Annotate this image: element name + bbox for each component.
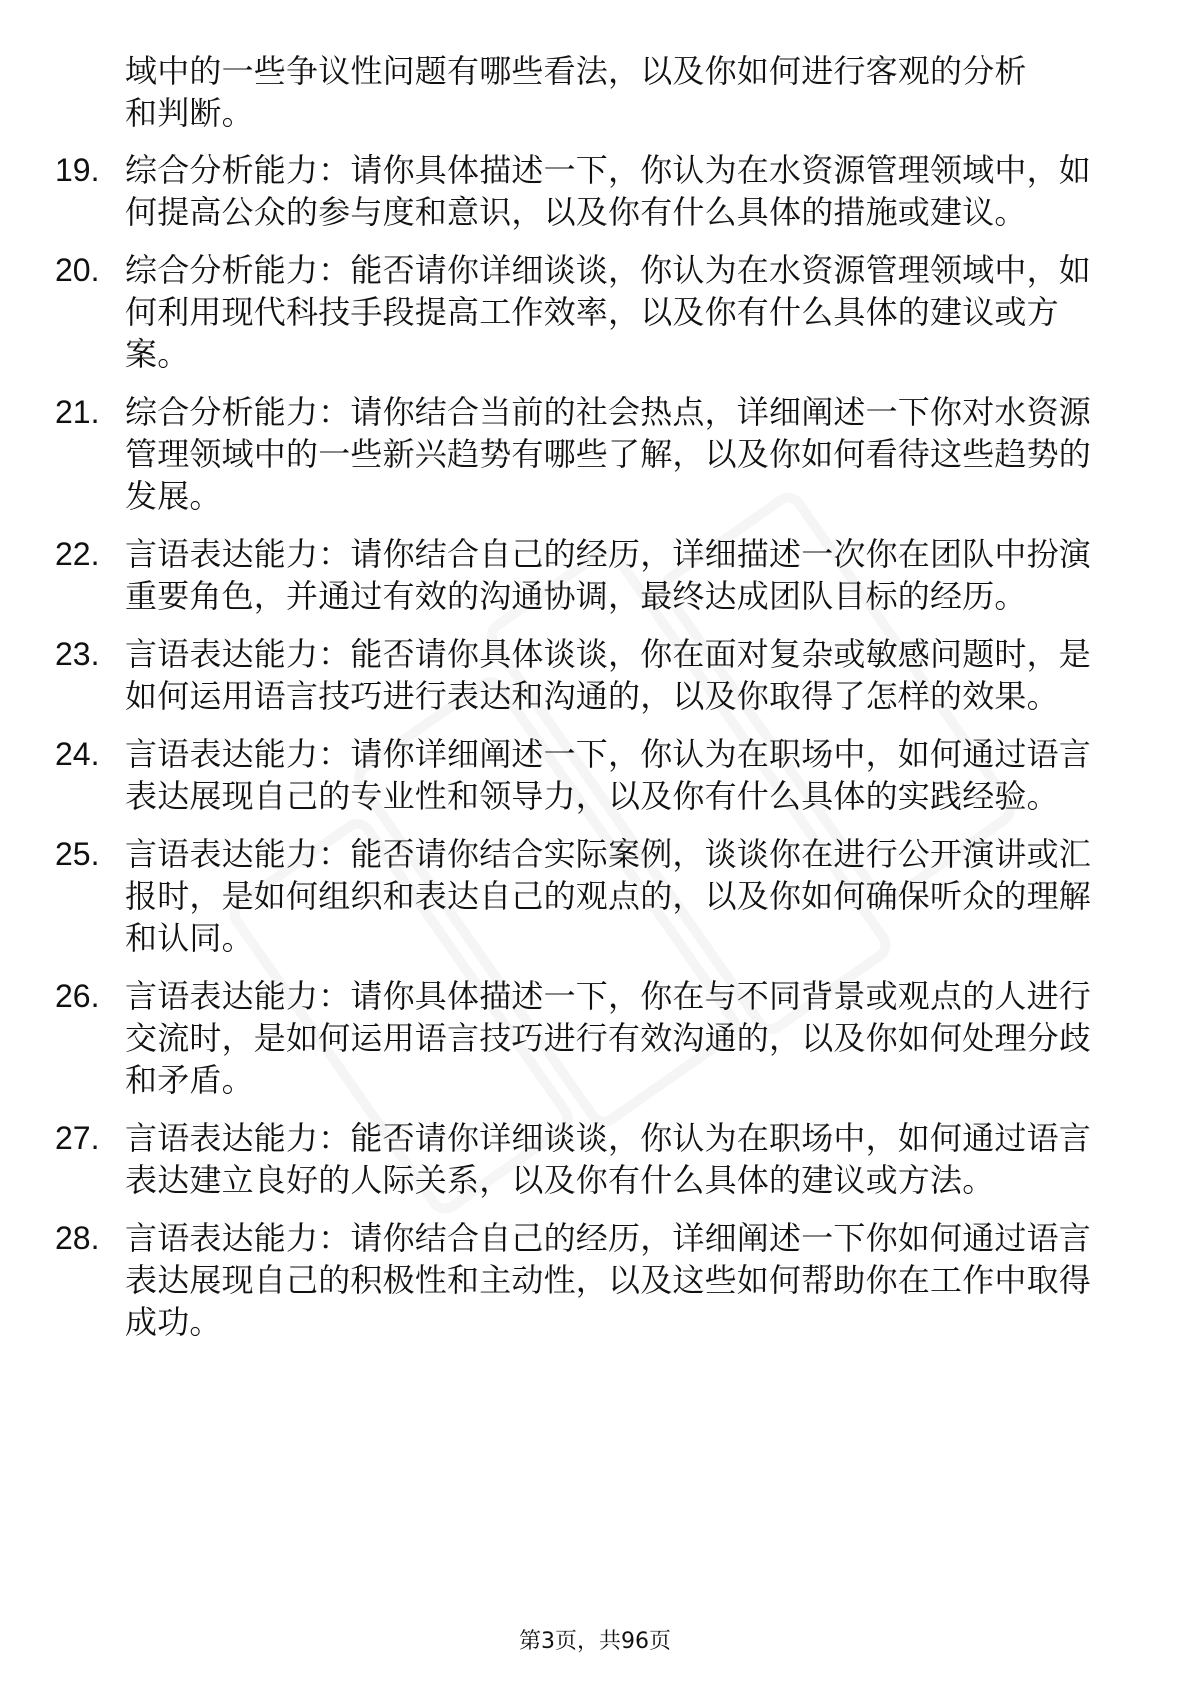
question-number: 25. <box>55 836 100 872</box>
question-number: 28. <box>55 1220 100 1256</box>
question-item <box>55 391 1105 517</box>
question-text: 言语表达能力：能否请你具体谈谈，你在面对复杂或敏感问题时，是如何运用语言技巧进行表达和沟通的，以及你取得了怎样的效果。 <box>125 635 1092 715</box>
question-number: 23. <box>55 636 100 672</box>
question-number: 27. <box>55 1120 100 1156</box>
question-item <box>55 733 1105 817</box>
question-item <box>55 249 1105 375</box>
continued-paragraph <box>55 50 1105 134</box>
question-item <box>55 833 1105 959</box>
question-number: 22. <box>55 536 100 572</box>
question-item <box>55 1217 1105 1343</box>
question-text: 言语表达能力：能否请你详细谈谈，你认为在职场中，如何通过语言表达建立良好的人际关系，以及你有什么具体的建议或方法。 <box>125 1119 1092 1199</box>
question-item <box>55 533 1105 617</box>
question-item <box>55 975 1105 1101</box>
document-body <box>55 50 1105 1359</box>
question-item <box>55 1117 1105 1201</box>
question-number: 20. <box>55 252 100 288</box>
question-number: 26. <box>55 978 100 1014</box>
question-item <box>55 149 1105 233</box>
question-text: 言语表达能力：请你详细阐述一下，你认为在职场中，如何通过语言表达展现自己的专业性和领导力，以及你有什么具体的实践经验。 <box>125 735 1092 815</box>
question-list <box>55 149 1105 1343</box>
question-text: 综合分析能力：能否请你详细谈谈，你认为在水资源管理领域中，如何利用现代科技手段提高工作效率，以及你有什么具体的建议或方案。 <box>125 251 1092 373</box>
question-text: 言语表达能力：请你结合自己的经历，详细描述一次你在团队中扮演重要角色，并通过有效的沟通协调，最终达成团队目标的经历。 <box>125 535 1092 615</box>
continued-line-1: 域中的一些争议性问题有哪些看法，以及你如何进行客观的分析 <box>125 52 1027 90</box>
question-text: 言语表达能力：请你具体描述一下，你在与不同背景或观点的人进行交流时，是如何运用语言技巧进行有效沟通的，以及你如何处理分歧和矛盾。 <box>125 977 1092 1099</box>
question-number: 19. <box>55 152 100 188</box>
question-text: 综合分析能力：请你结合当前的社会热点，详细阐述一下你对水资源管理领域中的一些新兴趋势有哪些了解，以及你如何看待这些趋势的发展。 <box>125 393 1092 515</box>
question-text: 言语表达能力：能否请你结合实际案例，谈谈你在进行公开演讲或汇报时，是如何组织和表达自己的观点的，以及你如何确保听众的理解和认同。 <box>125 835 1092 957</box>
page-number-footer: 第3页，共96页 <box>519 1629 671 1654</box>
question-text: 综合分析能力：请你具体描述一下，你认为在水资源管理领域中，如何提高公众的参与度和意识，以及你有什么具体的措施或建议。 <box>125 151 1092 231</box>
question-text: 言语表达能力：请你结合自己的经历，详细阐述一下你如何通过语言表达展现自己的积极性和主动性，以及这些如何帮助你在工作中取得成功。 <box>125 1219 1092 1341</box>
continued-line-2: 和判断。 <box>125 94 254 132</box>
question-number: 21. <box>55 394 100 430</box>
question-number: 24. <box>55 736 100 772</box>
question-item <box>55 633 1105 717</box>
